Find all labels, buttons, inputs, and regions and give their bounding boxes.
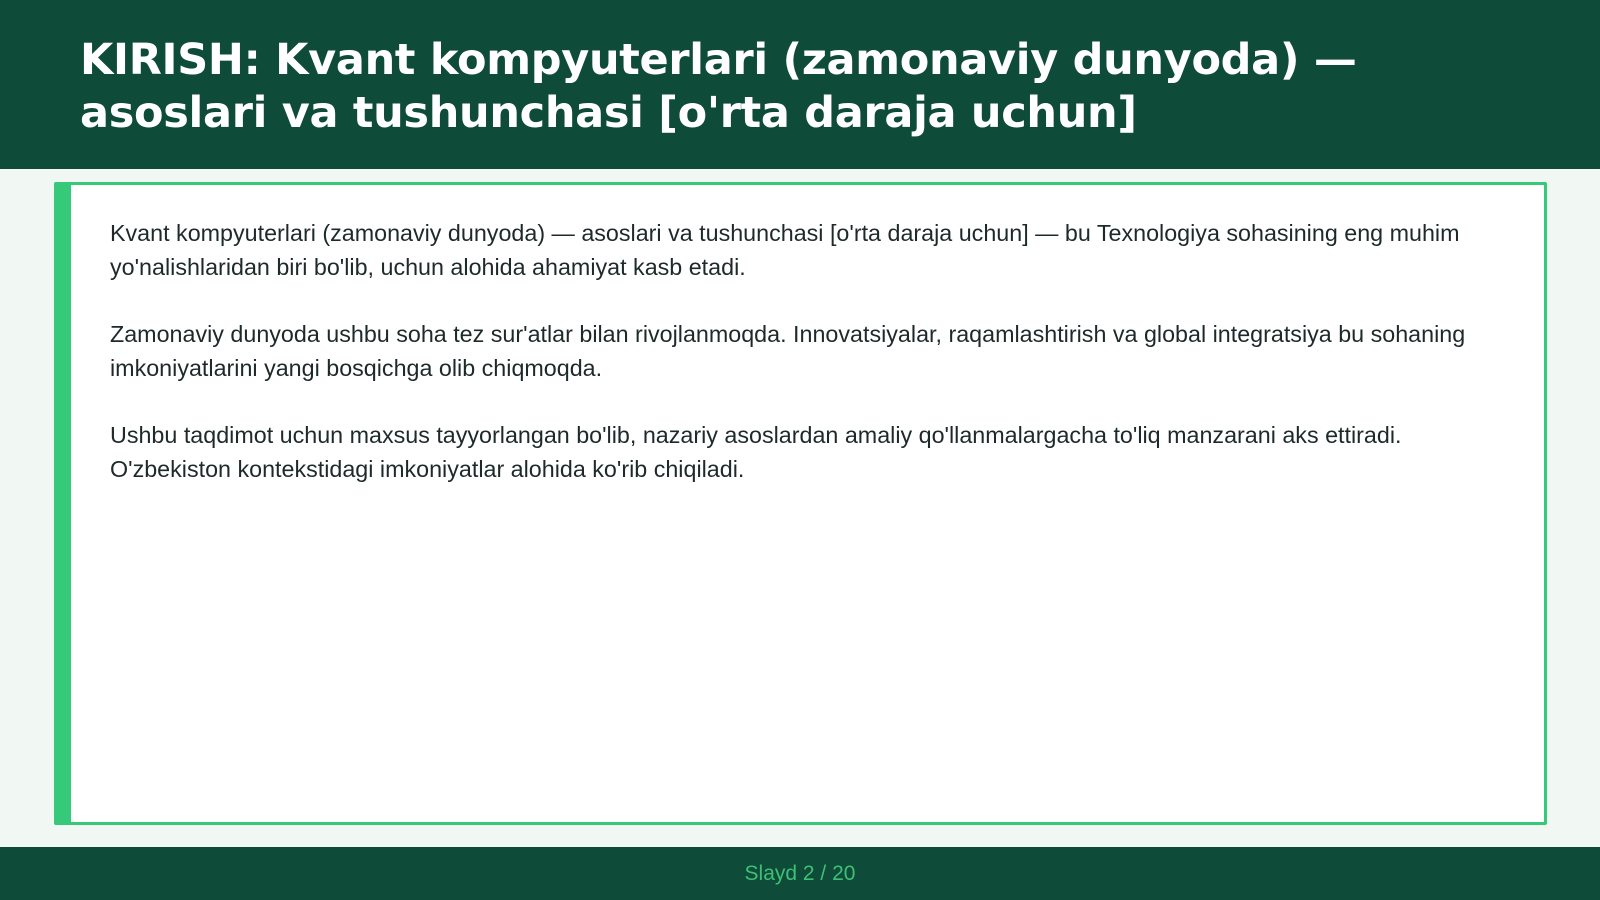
content-paragraph-3: Ushbu taqdimot uchun maxsus tayyorlangan bo'lib, nazariy asoslardan amaliy qo'llanmalargacha to'liq manzarani aks ettiradi. O'zbekiston kontekstidagi imkoniyatlar alohida ko'rib chiqiladi. xyxy=(110,422,1402,482)
slide-counter: Slayd 2 / 20 xyxy=(744,861,856,885)
slide-header xyxy=(0,0,1600,169)
slide-title: KIRISH: Kvant kompyuterlari (zamonaviy dunyoda) — asoslari va tushunchasi [o'rta daraja uchun] xyxy=(80,35,1357,138)
slide-footer xyxy=(0,847,1600,900)
content-paragraph-1: Kvant kompyuterlari (zamonaviy dunyoda) — asoslari va tushunchasi [o'rta daraja uchun] — bu Texnologiya sohasining eng muhim yo'nalishlaridan biri bo'lib, uchun alohida ahamiyat kasb etadi. xyxy=(110,220,1460,280)
content-paragraph-2: Zamonaviy dunyoda ushbu soha tez sur'atlar bilan rivojlanmoqda. Innovatsiyalar, raqamlashtirish va global integratsiya bu sohaning imkoniyatlarini yangi bosqichga olib chiqmoqda. xyxy=(110,321,1466,381)
content-card xyxy=(54,182,1547,825)
